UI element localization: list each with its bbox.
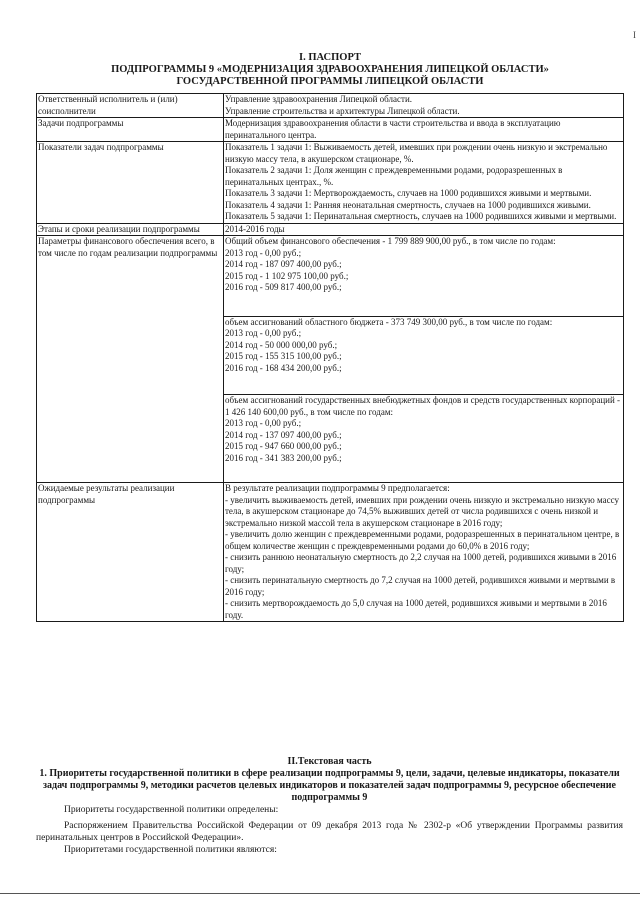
paragraph: Приоритетами государственной политики являются: xyxy=(64,845,277,855)
row-value xyxy=(224,118,624,142)
result-line: - увеличить выживаемость детей, имевших при рождении очень низкую и экстремально низкую массу тела, в акушерском стационаре до 74,5% выживших детей от числа родившихся с очень низкой и экстремально низкой массой тела в акушерском стационаре в 2016 году; xyxy=(225,494,620,528)
finance-funds-block xyxy=(225,395,622,482)
row-label: Ожидаемые результаты реализации подпрограммы xyxy=(37,483,224,622)
result-line: - снизить раннюю неонатальную смертность до 2,2 случая на 1000 детей, родившихся живыми в 2016 году; xyxy=(225,552,617,574)
year-line: 2013 год - 0,00 руб.; xyxy=(225,328,302,338)
section-subtitle: 1. Приоритеты государственной политики в сфере реализации подпрограммы 9, цели, задачи, целевые индикаторы, показатели задач подпрограммы 9, методики расчетов целевых индикаторов и показателей задач подпрограммы 9, ресурсное обеспечение подпрограммы 9 xyxy=(39,768,620,803)
row-value xyxy=(224,142,624,224)
table-row xyxy=(37,94,624,118)
value-line: Управление здравоохранения Липецкой области. xyxy=(225,94,413,104)
year-line: 2015 год - 947 660 000,00 руб.; xyxy=(225,441,342,451)
spacer xyxy=(225,464,622,482)
paragraph: Распоряжением Правительства Российской Федерации от 09 декабря 2013 года № 2302-р «Об утверждении Программы развития перинатальных центров в Российской Федерации». xyxy=(36,821,623,843)
margin-mark: І xyxy=(633,30,636,40)
row-label: Параметры финансового обеспечения всего, в том числе по годам реализации подпрограммы xyxy=(37,236,224,483)
year-line: 2014 год - 137 097 400,00 руб.; xyxy=(225,429,342,440)
value-line: Модернизация здравоохранения области в части строительства и ввода в эксплуатацию перинатального центра. xyxy=(225,118,561,140)
year-line: 2016 год - 341 383 200,00 руб.; xyxy=(225,452,342,463)
passport-heading-line-1: I. ПАСПОРТ xyxy=(298,52,362,63)
year-line: 2016 год - 168 434 200,00 руб.; xyxy=(225,362,342,373)
finance-funds-intro: объем ассигнований государственных внебюджетных фондов и средств государственных корпораций - 1 426 140 600,00 руб., в том числе по годам: xyxy=(225,395,621,417)
row-value xyxy=(224,94,624,118)
row-label: Задачи подпрограммы xyxy=(37,118,224,142)
value-line: 2014-2016 годы xyxy=(225,223,285,234)
footer-rule xyxy=(0,893,640,894)
finance-total-intro: Общий объем финансового обеспечения - 1 799 889 900,00 руб., в том числе по годам: xyxy=(225,236,556,246)
table-row xyxy=(37,236,624,483)
row-label: Показатели задач подпрограммы xyxy=(37,142,224,224)
finance-total-block xyxy=(225,236,622,316)
finance-value xyxy=(224,236,624,483)
table-row xyxy=(37,118,624,142)
indicator-line: Показатель 1 задачи 1: Выживаемость детей, имевших при рождении очень низкую и экстремально низкую массу тела, в акушерском стационаре, %. xyxy=(225,142,608,164)
result-line: - снизить мертворождаемость до 5,0 случая на 1000 детей, родившихся живыми и мертвыми в 2016 году. xyxy=(225,598,607,620)
row-label: Этапы и сроки реализации подпрограммы xyxy=(37,223,224,236)
year-line: 2015 год - 155 315 100,00 руб.; xyxy=(225,351,342,361)
indicator-line: Показатель 5 задачи 1: Перинатальная смертность, случаев на 1000 родившихся живыми и мертвыми. xyxy=(225,211,617,221)
year-line: 2015 год - 1 102 975 100,00 руб.; xyxy=(225,270,349,281)
spacer xyxy=(225,374,622,394)
year-line: 2016 год - 509 817 400,00 руб.; xyxy=(225,282,342,292)
passport-heading-line-2: ПОДПРОГРАММЫ 9 «МОДЕРНИЗАЦИЯ ЗДРАВООХРАНЕНИЯ ЛИПЕЦКОЙ ОБЛАСТИ» xyxy=(111,64,549,75)
value-line: Управление строительства и архитектуры Липецкой области. xyxy=(225,105,460,116)
passport-heading xyxy=(60,52,600,88)
passport-heading-line-3: ГОСУДАРСТВЕННОЙ ПРОГРАММЫ ЛИПЕЦКОЙ ОБЛАСТИ xyxy=(176,76,484,87)
spacer xyxy=(225,294,622,316)
result-line: - снизить перинатальную смертность до 7,2 случая на 1000 детей, родившихся живыми и мертвыми в 2016 году; xyxy=(225,575,616,597)
section-title: II.Текстовая часть xyxy=(287,756,372,767)
result-line: - увеличить долю женщин с преждевременными родами, родоразрешенных в перинатальном центре, в общем количестве женщин с преждевременными родами до 60,0% в 2016 году; xyxy=(225,529,620,551)
row-label: Ответственный исполнитель и (или) соисполнители xyxy=(37,94,224,118)
year-line: 2013 год - 0,00 руб.; xyxy=(225,247,302,258)
finance-regional-intro: объем ассигнований областного бюджета - 373 749 300,00 руб., в том числе по годам: xyxy=(225,316,553,327)
indicator-line: Показатель 4 задачи 1: Ранняя неонатальная смертность, случаев на 1000 родившихся живыми. xyxy=(225,199,591,210)
year-line: 2014 год - 187 097 400,00 руб.; xyxy=(225,259,342,269)
passport-table xyxy=(36,93,624,622)
year-line: 2014 год - 50 000 000,00 руб.; xyxy=(225,339,338,350)
indicator-line: Показатель 3 задачи 1: Мертворождаемость, случаев на 1000 родившихся живыми и мертвыми. xyxy=(225,188,592,198)
indicator-line: Показатель 2 задачи 1: Доля женщин с преждевременными родами, родоразрешенных в перинатальных центрах., %. xyxy=(225,165,563,187)
table-row xyxy=(37,483,624,622)
year-line: 2013 год - 0,00 руб.; xyxy=(225,418,302,428)
table-row xyxy=(37,223,624,236)
result-line: В результате реализации подпрограммы 9 предполагается: xyxy=(225,483,450,493)
row-value xyxy=(224,223,624,236)
finance-regional-block xyxy=(225,317,622,395)
table-row xyxy=(37,142,624,224)
text-part xyxy=(36,756,623,856)
results-value xyxy=(224,483,624,622)
paragraph: Приоритеты государственной политики определены: xyxy=(64,805,279,815)
